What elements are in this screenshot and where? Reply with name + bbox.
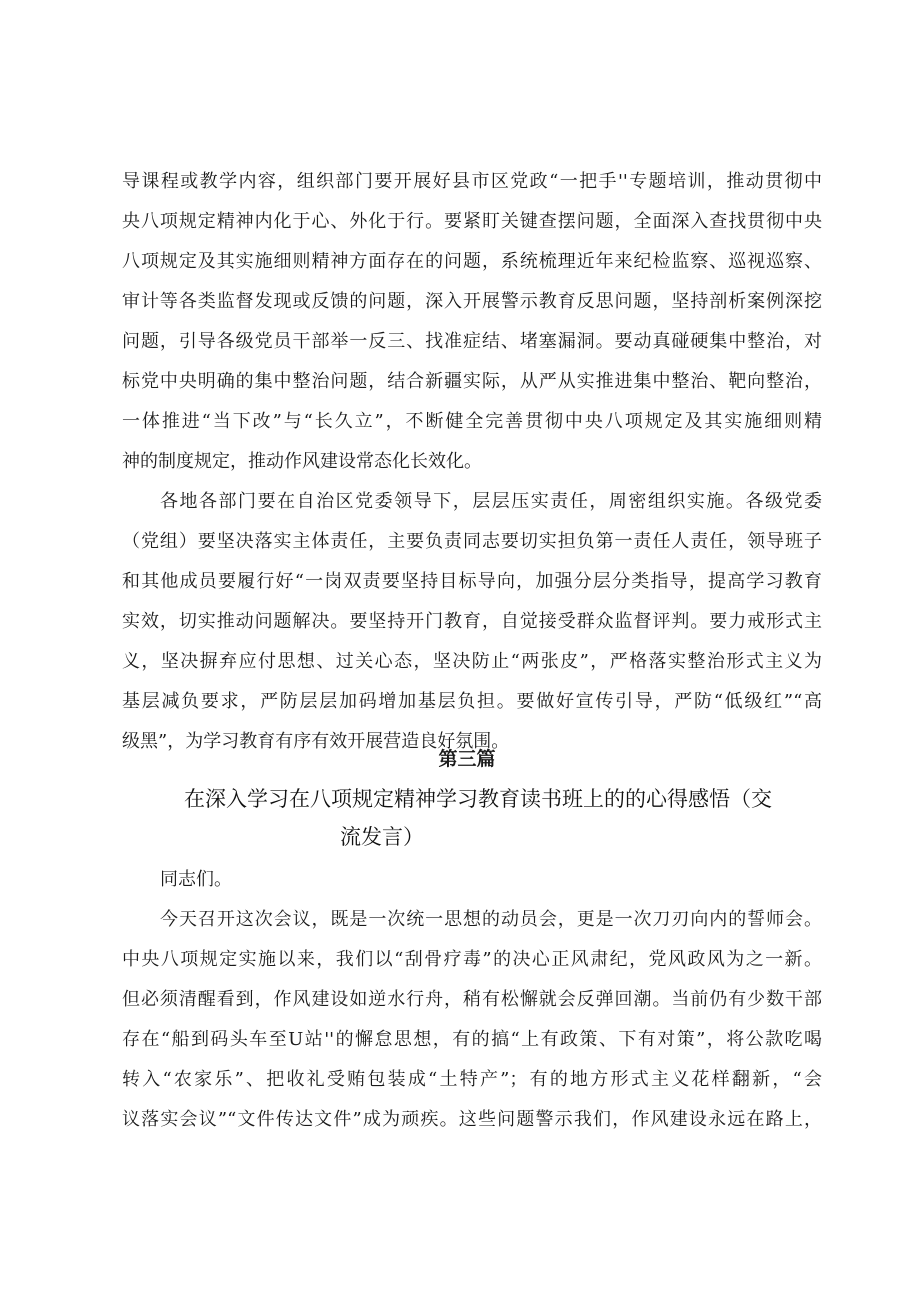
text-line: 问题，引导各级党员干部举一反三、找准症结、堵塞漏洞。要动真碰硬集中整治，对 [122,331,822,352]
text-line: 义，坚决摒弃应付思想、过关心态，坚决防止“两张皮”，严格落实整治形式主义为 [122,651,822,672]
text-line: 今天召开这次会议，既是一次统一思想的动员会，更是一次刀刃向内的誓师会。 [160,909,822,930]
text-line: 八项规定及其实施细则精神方面存在的问题，系统梳理近年来纪检监察、巡视巡察、 [122,251,822,272]
article-title: 在深入学习在八项规定精神学习教育读书班上的的心得感悟（交 [184,787,772,811]
text-line: 央八项规定精神内化于心、外化于行。要紧盯关键查摆问题，全面深入查找贯彻中央 [122,211,822,232]
text-line: 各地各部门要在自治区党委领导下，层层压实责任，周密组织实施。各级党委 [160,491,822,512]
text-line: 转入“农家乐”、把收礼受贿包装成“土特产”；有的地方形式主义花样翻新，“会 [122,1069,822,1090]
text-line: 基层减负要求，严防层层加码增加基层负担。要做好宣传引导，严防“低级红”“高 [122,691,822,712]
text-line: 导课程或教学内容，组织部门要开展好县市区党政“一把手''专题培训，推动贯彻中 [122,171,822,192]
section-label: 第三篇 [438,748,496,770]
text-line: 神的制度规定，推动作风建设常态化长效化。 [122,451,482,472]
text-line: 和其他成员要履行好“一岗双责要坚持目标导向，加强分层分类指导，提高学习教育 [122,571,822,592]
text-line: 中央八项规定实施以来，我们以“刮骨疗毒”的决心正风肃纪，党风政风为之一新。 [122,949,822,970]
text-line: 实效，切实推动问题解决。要坚持开门教育，自觉接受群众监督评判。要力戒形式主 [122,611,822,632]
text-line: 级黑”，为学习教育有序有效开展营造良好氛围。 [122,731,510,752]
text-line: 议落实会议”“文件传达文件”成为顽疾。这些问题警示我们，作风建设永远在路上， [122,1109,822,1130]
text-line: 一体推进“当下改”与“长久立”，不断健全完善贯彻中央八项规定及其实施细则精 [122,411,822,432]
text-line: 审计等各类监督发现或反馈的问题，深入开展警示教育反思问题，坚持剖析案例深挖 [122,291,822,312]
text-line: 标党中央明确的集中整治问题，结合新疆实际，从严从实推进集中整治、靶向整治， [122,371,822,392]
text-line: 但必须清醒看到，作风建设如逆水行舟，稍有松懈就会反弹回潮。当前仍有少数干部 [122,989,822,1010]
text-line: 存在“船到码头车至U站''的懈怠思想，有的搞“上有政策、下有对策”，将公款吃喝 [122,1029,822,1050]
salutation: 同志们。 [160,869,232,890]
text-line: （党组）要坚决落实主体责任，主要负责同志要切实担负第一责任人责任，领导班子 [122,531,822,552]
article-title-continued: 流发言） [340,825,424,849]
